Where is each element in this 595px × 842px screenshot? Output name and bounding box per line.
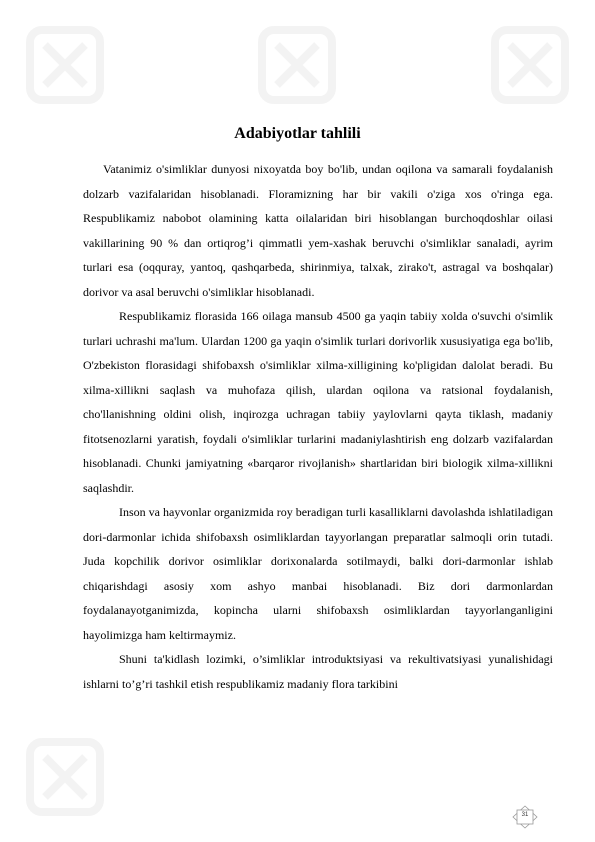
page-number-badge — [512, 805, 538, 829]
paragraph: Inson va hayvonlar organizmida roy beradigan turli kasalliklarni davolashda ishlatiladigan dori-darmonlar ichida shifobaxsh osimliklardan tayyorlangan preparatlar salmoqli orin tutadi. Juda kopchilik dorivor osimliklar dorixonalarda sotilmaydi, balki dori-darmonlar ishlab chiqarishdagi asosiy xom ashyo manbai hisoblanadi. Biz dori darmonlardan foydalanayotganimizda, kopincha ularni shifobaxsh osimliklardan tayyorlanganligini hayolimizga ham keltirmaymiz. — [83, 505, 553, 642]
paragraph: Vatanimiz o'simliklar dunyosi nixoyatda boy bo'lib, undan oqilona va samarali foydalanish dolzarb vazifalaridan hisoblanadi. Floramizning har bir vakili o'ziga xos o'ringa ega. Respublikamiz nabobot olamining katta oilalaridan biri hisoblangan burchoqdoshlar oilasi vakillarining 90 % dan ortiqrog’i qimmatli yem-xashak beruvchi o'simliklar sanaladi, ayrim turlari esa (oqquray, yantoq, qashqarbeda, shirinmiya, talxak, zirako't, astragal va boshqalar) dorivor va asal beruvchi o'simliklar hisoblanadi. — [83, 162, 553, 299]
paragraph: Respublikamiz florasida 166 oilaga mansub 4500 ga yaqin tabiiy xolda o'suvchi o'simlik turlari uchrashi ma'lum. Ulardan 1200 ga yaqin o'simlik turlari dorivorlik xususiyatiga ega bo'lib, O'zbekiston florasidagi shifobaxsh o'simliklar xilma-xilligining ko'pligidan dalolat beradi. Bu xilma-xillikni saqlash va muhofaza qilish, ulardan oqilona va ratsional foydalanish, cho'llanishning oldini olish, inqirozga uchragan tabiiy yaylovlarni qayta tiklash, madaniy fitotsenozlarni yaratish, foydali o'simliklar turlarini madaniylashtirish eng dolzarb vazifalardan hisoblanadi. Chunki jamiyatning «barqaror rivojlanish» shartlaridan biri biologik xilma-xillikni saqlashdir. — [83, 309, 553, 495]
document-body — [83, 157, 553, 696]
page-title: Adabiyotlar tahlili — [234, 125, 361, 142]
page-number: 31 — [521, 812, 529, 818]
paragraph: Shuni ta'kidlash lozimki, o’simliklar introduktsiyasi va rekultivatsiyasi yunalishidagi ishlarni to’g’ri tashkil etish respublikamiz madaniy flora tarkibini — [83, 652, 553, 691]
